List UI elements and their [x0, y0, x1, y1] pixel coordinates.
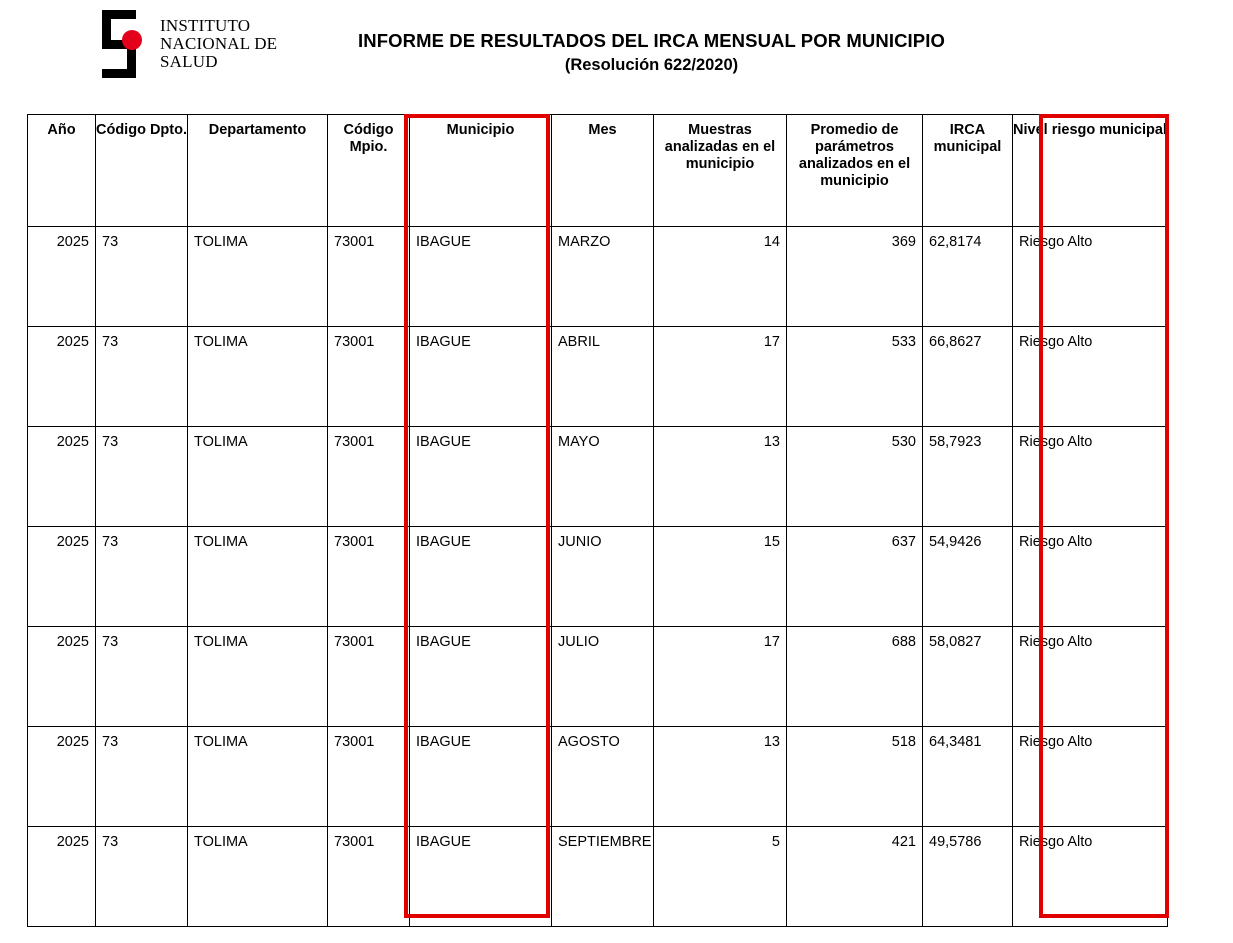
column-header-anio: Año — [28, 115, 96, 227]
column-header-promedio: Promedio de parámetros analizados en el municipio — [787, 115, 923, 227]
cell-promedio: 637 — [787, 527, 923, 627]
cell-codigo-dpto: 73 — [96, 227, 188, 327]
cell-irca: 58,7923 — [923, 427, 1013, 527]
cell-departamento: TOLIMA — [188, 427, 328, 527]
column-header-irca: IRCA municipal — [923, 115, 1013, 227]
cell-promedio: 530 — [787, 427, 923, 527]
cell-codigo-dpto: 73 — [96, 527, 188, 627]
cell-codigo-mpio: 73001 — [328, 327, 410, 427]
cell-nivel-riesgo: Riesgo Alto — [1013, 827, 1168, 927]
cell-municipio: IBAGUE — [410, 627, 552, 727]
page-subtitle: (Resolución 622/2020) — [564, 56, 739, 74]
table-row — [28, 727, 1168, 827]
cell-anio: 2025 — [28, 227, 96, 327]
cell-municipio: IBAGUE — [410, 827, 552, 927]
cell-irca: 64,3481 — [923, 727, 1013, 827]
column-header-departamento: Departamento — [188, 115, 328, 227]
cell-municipio: IBAGUE — [410, 727, 552, 827]
cell-anio: 2025 — [28, 427, 96, 527]
cell-nivel-riesgo: Riesgo Alto — [1013, 227, 1168, 327]
cell-irca: 54,9426 — [923, 527, 1013, 627]
cell-muestras: 14 — [654, 227, 787, 327]
cell-municipio: IBAGUE — [410, 427, 552, 527]
table-row — [28, 827, 1168, 927]
cell-codigo-mpio: 73001 — [328, 527, 410, 627]
cell-irca: 62,8174 — [923, 227, 1013, 327]
cell-irca: 58,0827 — [923, 627, 1013, 727]
logo-line-2: NACIONAL DE — [160, 33, 278, 53]
cell-codigo-mpio: 73001 — [328, 227, 410, 327]
cell-nivel-riesgo: Riesgo Alto — [1013, 527, 1168, 627]
cell-municipio: IBAGUE — [410, 327, 552, 427]
cell-nivel-riesgo: Riesgo Alto — [1013, 727, 1168, 827]
cell-mes: JULIO — [552, 627, 654, 727]
cell-promedio: 533 — [787, 327, 923, 427]
table-row — [28, 227, 1168, 327]
cell-codigo-mpio: 73001 — [328, 827, 410, 927]
cell-anio: 2025 — [28, 827, 96, 927]
logo-line-3: SALUD — [160, 52, 218, 71]
column-header-codigo-dpto: Código Dpto. — [96, 115, 188, 227]
cell-codigo-mpio: 73001 — [328, 727, 410, 827]
logo-line-1: INSTITUTO — [160, 15, 251, 35]
cell-irca: 66,8627 — [923, 327, 1013, 427]
table-row — [28, 627, 1168, 727]
cell-promedio: 688 — [787, 627, 923, 727]
column-header-municipio: Municipio — [410, 115, 552, 227]
cell-codigo-dpto: 73 — [96, 427, 188, 527]
cell-irca: 49,5786 — [923, 827, 1013, 927]
column-header-codigo-mpio: Código Mpio. — [328, 115, 410, 227]
cell-mes: SEPTIEMBRE — [552, 827, 654, 927]
cell-muestras: 13 — [654, 727, 787, 827]
irca-report-table — [27, 114, 1168, 927]
cell-mes: AGOSTO — [552, 727, 654, 827]
table-row — [28, 427, 1168, 527]
cell-departamento: TOLIMA — [188, 627, 328, 727]
cell-codigo-mpio: 73001 — [328, 427, 410, 527]
cell-codigo-dpto: 73 — [96, 827, 188, 927]
cell-anio: 2025 — [28, 527, 96, 627]
cell-mes: MAYO — [552, 427, 654, 527]
table-row — [28, 327, 1168, 427]
cell-anio: 2025 — [28, 327, 96, 427]
column-header-muestras: Muestras analizadas en el municipio — [654, 115, 787, 227]
cell-muestras: 15 — [654, 527, 787, 627]
cell-codigo-dpto: 73 — [96, 627, 188, 727]
cell-municipio: IBAGUE — [410, 227, 552, 327]
cell-mes: ABRIL — [552, 327, 654, 427]
cell-nivel-riesgo: Riesgo Alto — [1013, 627, 1168, 727]
cell-departamento: TOLIMA — [188, 327, 328, 427]
cell-departamento: TOLIMA — [188, 227, 328, 327]
page-title: INFORME DE RESULTADOS DEL IRCA MENSUAL POR MUNICIPIO — [358, 30, 945, 51]
cell-nivel-riesgo: Riesgo Alto — [1013, 327, 1168, 427]
cell-anio: 2025 — [28, 627, 96, 727]
cell-departamento: TOLIMA — [188, 727, 328, 827]
table-body — [28, 227, 1168, 927]
cell-muestras: 13 — [654, 427, 787, 527]
cell-municipio: IBAGUE — [410, 527, 552, 627]
document-header — [0, 0, 1233, 100]
column-header-mes: Mes — [552, 115, 654, 227]
column-header-nivel-riesgo: Nivel riesgo municipal — [1013, 115, 1168, 227]
cell-departamento: TOLIMA — [188, 527, 328, 627]
cell-codigo-mpio: 73001 — [328, 627, 410, 727]
cell-codigo-dpto: 73 — [96, 327, 188, 427]
cell-mes: JUNIO — [552, 527, 654, 627]
cell-muestras: 17 — [654, 327, 787, 427]
cell-promedio: 369 — [787, 227, 923, 327]
cell-departamento: TOLIMA — [188, 827, 328, 927]
cell-mes: MARZO — [552, 227, 654, 327]
cell-nivel-riesgo: Riesgo Alto — [1013, 427, 1168, 527]
cell-promedio: 518 — [787, 727, 923, 827]
cell-promedio: 421 — [787, 827, 923, 927]
cell-anio: 2025 — [28, 727, 96, 827]
cell-muestras: 5 — [654, 827, 787, 927]
cell-muestras: 17 — [654, 627, 787, 727]
cell-codigo-dpto: 73 — [96, 727, 188, 827]
table-header-row — [28, 115, 1168, 227]
table-row — [28, 527, 1168, 627]
report-table-container — [27, 114, 1167, 927]
